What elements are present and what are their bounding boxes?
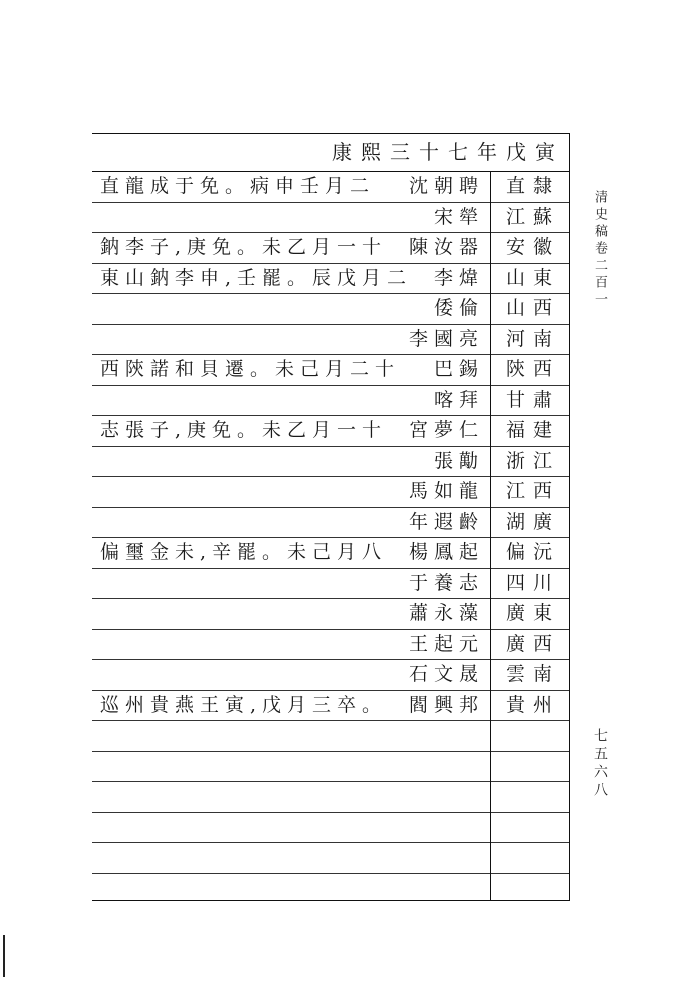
empty-row-rule xyxy=(92,751,570,752)
governor-name: 蕭永藻 xyxy=(408,602,484,624)
province-cell: 廣西 xyxy=(505,632,560,655)
table-bottom-rule xyxy=(92,900,570,901)
page-number: 七五六八 xyxy=(592,728,608,800)
event-detail: 直龍成于免。病申壬月二 xyxy=(100,175,376,197)
empty-row-rule xyxy=(92,812,570,813)
empty-row-rule xyxy=(92,842,570,843)
governor-name: 于養志 xyxy=(408,571,484,594)
governor-name: 楊鳳起 xyxy=(408,541,484,563)
province-cell: 四川 xyxy=(505,571,560,594)
governor-name: 陳汝器 xyxy=(408,236,484,258)
province-cell: 河南 xyxy=(505,327,560,350)
governor-name: 宋犖 xyxy=(433,205,484,228)
governor-name: 馬如龍 xyxy=(408,480,484,502)
province-cell: 江西 xyxy=(505,480,560,502)
empty-row-rule xyxy=(92,873,570,874)
table-top-rule xyxy=(92,133,570,134)
table-heading: 康熙三十七年戊寅 xyxy=(332,140,564,164)
event-detail: 東山鈉李申,壬罷。辰戊月二 xyxy=(100,266,413,289)
province-cell: 甘肅 xyxy=(505,388,560,411)
province-cell: 安徽 xyxy=(505,236,560,258)
province-cell: 山東 xyxy=(505,266,560,289)
province-cell: 貴州 xyxy=(505,693,560,716)
governor-name: 巴錫 xyxy=(433,358,484,380)
province-cell: 浙江 xyxy=(505,449,560,472)
province-column-divider xyxy=(490,171,491,901)
governor-name: 年遐齡 xyxy=(408,510,484,533)
event-detail: 西陝諾和貝遷。未己月二十 xyxy=(100,358,401,380)
province-cell: 山西 xyxy=(505,297,560,319)
province-cell: 偏沅 xyxy=(505,541,560,563)
province-cell: 陝西 xyxy=(505,358,560,380)
province-cell: 廣東 xyxy=(505,602,560,624)
province-cell: 湖廣 xyxy=(505,510,560,533)
event-detail: 志張子,庚免。未乙月一十 xyxy=(100,419,388,441)
event-detail: 巡州貴燕王寅,戊月三卒。 xyxy=(100,693,388,716)
province-cell: 雲南 xyxy=(505,663,560,685)
governor-name: 閻興邦 xyxy=(408,693,484,716)
governor-name: 李煒 xyxy=(433,266,484,289)
governor-name: 宮夢仁 xyxy=(408,419,484,441)
running-header: 清史稿卷二百一 xyxy=(592,190,607,309)
governor-name: 喀拜 xyxy=(433,388,484,411)
row-rule xyxy=(92,720,570,721)
province-cell: 福建 xyxy=(505,419,560,441)
governor-name: 王起元 xyxy=(408,632,484,655)
event-detail: 偏璽金未,辛罷。未己月八 xyxy=(100,541,388,563)
governor-name: 沈朝聘 xyxy=(408,175,484,197)
governor-name: 張勱 xyxy=(433,449,484,472)
event-detail: 鈉李子,庚免。未乙月一十 xyxy=(100,236,388,258)
empty-row-rule xyxy=(92,781,570,782)
governors-table xyxy=(92,133,570,901)
governor-name: 李國亮 xyxy=(408,327,484,350)
governor-name: 倭倫 xyxy=(433,297,484,319)
province-cell: 直隸 xyxy=(505,175,560,197)
governor-name: 石文晟 xyxy=(408,663,484,685)
province-cell: 江蘇 xyxy=(505,205,560,228)
scan-mark xyxy=(3,935,5,977)
